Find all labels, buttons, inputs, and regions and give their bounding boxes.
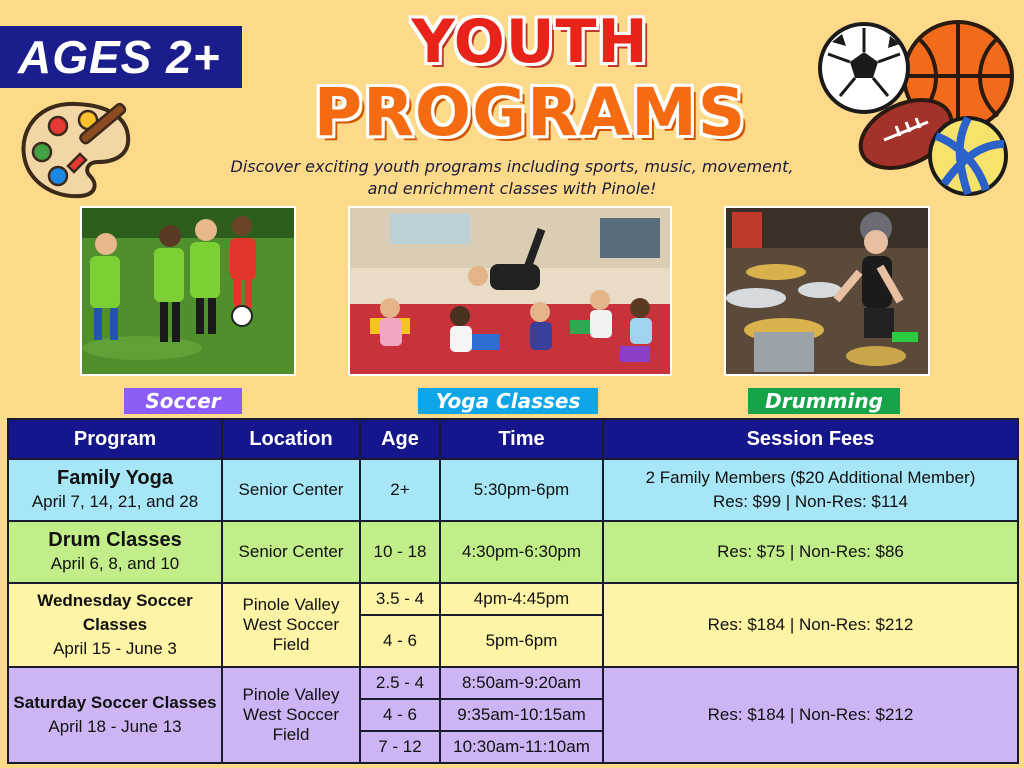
fee-line: Res: $75 | Non-Res: $86 [717, 542, 904, 561]
program-cell [8, 521, 222, 583]
age-cell: 4 - 6 [360, 699, 440, 731]
header-session-fees: Session Fees [603, 419, 1018, 459]
location-cell: Senior Center [222, 459, 360, 521]
label-soccer: Soccer [124, 388, 242, 414]
time-cell: 5pm-6pm [440, 615, 603, 667]
program-name: Drum Classes [48, 529, 182, 551]
header-program: Program [8, 419, 222, 459]
header-age: Age [360, 419, 440, 459]
program-cell [8, 459, 222, 521]
time-cell: 4:30pm-6:30pm [440, 521, 603, 583]
fees-cell [603, 667, 1018, 763]
ages-badge: AGES 2+ [0, 26, 242, 88]
time-cell: 10:30am-11:10am [440, 731, 603, 763]
table-row [8, 583, 1018, 615]
location-cell: Pinole Valley West Soccer Field [222, 583, 360, 667]
age-cell: 3.5 - 4 [360, 583, 440, 615]
fee-line: Res: $184 | Non-Res: $212 [707, 705, 914, 724]
age-cell: 7 - 12 [360, 731, 440, 763]
age-cell: 2.5 - 4 [360, 667, 440, 699]
program-cell [8, 583, 222, 667]
sports-balls-icon [818, 14, 1014, 204]
program-name: Family Yoga [57, 467, 173, 489]
time-cell: 8:50am-9:20am [440, 667, 603, 699]
palette-icon [18, 96, 142, 208]
location-cell: Senior Center [222, 521, 360, 583]
subtitle-line-2: and enrichment classes with Pinole! [367, 179, 657, 198]
subtitle [180, 156, 844, 200]
soccer-photo [80, 206, 296, 376]
program-name: Wednesday Soccer Classes [37, 591, 193, 634]
table-row [8, 667, 1018, 699]
title-youth: YOUTH [411, 7, 649, 77]
time-cell: 9:35am-10:15am [440, 699, 603, 731]
subtitle-line-1: Discover exciting youth programs including sports, music, movement, [230, 157, 794, 176]
table-header-row [8, 419, 1018, 459]
fee-line: Res: $184 | Non-Res: $212 [707, 615, 914, 634]
table-row [8, 521, 1018, 583]
time-cell: 5:30pm-6pm [440, 459, 603, 521]
drumming-photo [724, 206, 930, 376]
header-location: Location [222, 419, 360, 459]
label-yoga-classes: Yoga Classes [418, 388, 598, 414]
age-cell: 2+ [360, 459, 440, 521]
fees-cell [603, 521, 1018, 583]
fee-line: Res: $99 | Non-Res: $114 [713, 492, 908, 511]
program-dates: April 15 - June 3 [53, 639, 177, 658]
program-dates: April 18 - June 13 [48, 717, 182, 736]
yoga-photo [348, 206, 672, 376]
program-dates: April 7, 14, 21, and 28 [31, 492, 199, 511]
header-time: Time [440, 419, 603, 459]
age-cell: 10 - 18 [360, 521, 440, 583]
title-programs: PROGRAMS [313, 74, 747, 151]
program-name: Saturday Soccer Classes [13, 693, 217, 712]
fee-line: 2 Family Members ($20 Additional Member) [645, 468, 976, 487]
fees-cell [603, 583, 1018, 667]
label-drumming: Drumming [748, 388, 900, 414]
fees-cell [603, 459, 1018, 521]
table-row [8, 459, 1018, 521]
program-dates: April 6, 8, and 10 [50, 554, 180, 573]
age-cell: 4 - 6 [360, 615, 440, 667]
programs-table [7, 418, 1019, 764]
program-cell [8, 667, 222, 763]
time-cell: 4pm-4:45pm [440, 583, 603, 615]
location-cell: Pinole Valley West Soccer Field [222, 667, 360, 763]
